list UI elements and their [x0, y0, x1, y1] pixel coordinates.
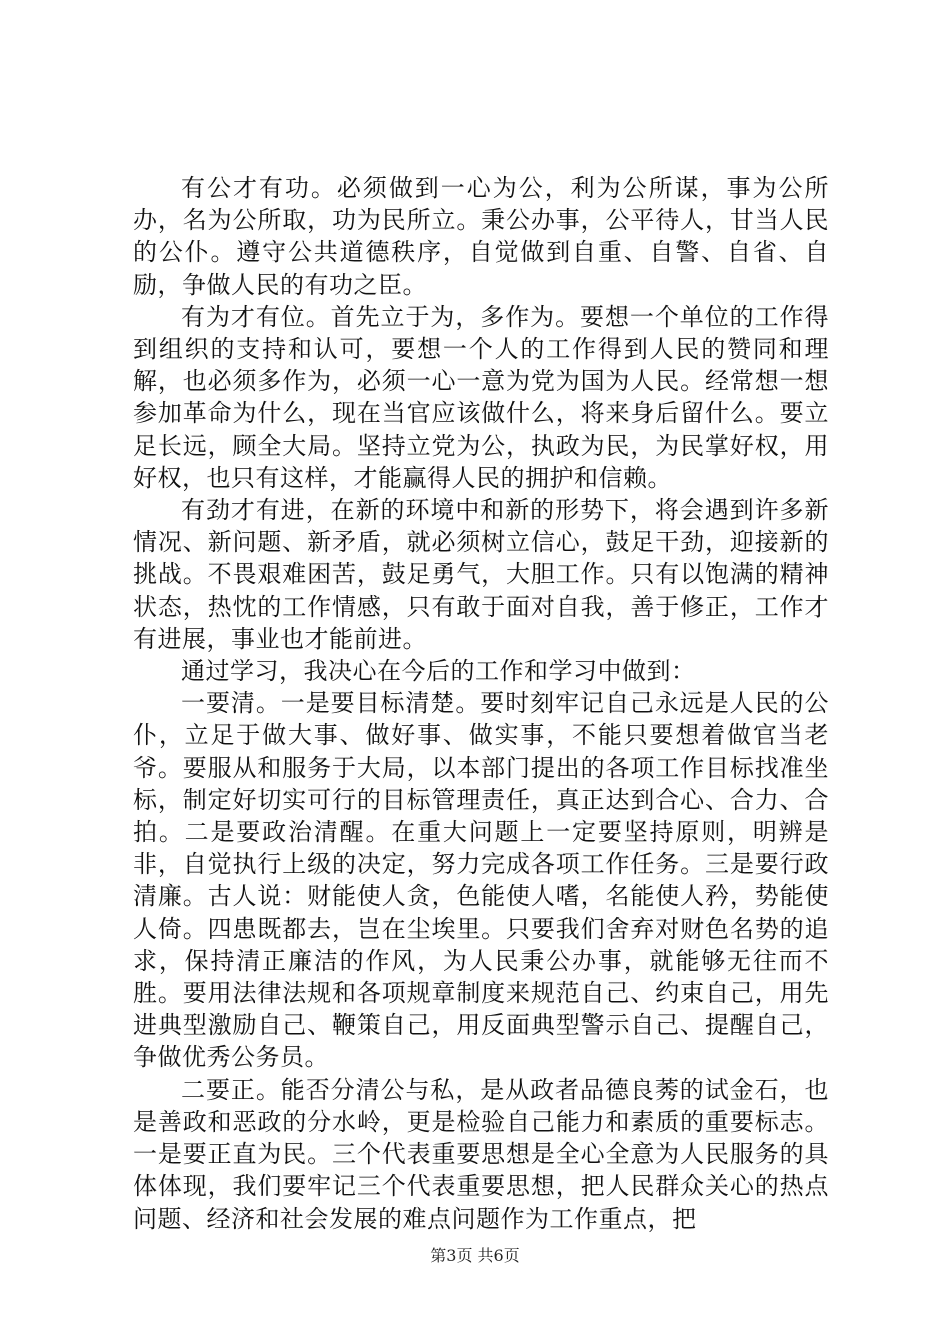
paragraph-zheng: 二要正。能否分清公与私，是从政者品德良莠的试金石，也是善政和恶政的分水岭，更是检验自己能力和素质的重要标志。一是要正直为民。三个代表重要思想是全心全意为人民服务的具体体现，我们要牢记三个代表重要思想，把人民群众关心的热点问题、经济和社会发展的难点问题作为工作重点，把: [133, 1075, 829, 1233]
paragraph-jin: 有劲才有进，在新的环境中和新的形势下，将会遇到许多新情况、新问题、新矛盾，就必须树立信心，鼓足干劲，迎接新的挑战。不畏艰难困苦，鼓足勇气，大胆工作。只有以饱满的精神状态，热忱的工作情感，只有敢于面对自我，善于修正，工作才有进展，事业也才能前进。: [133, 496, 829, 653]
paragraph-gong: 有公才有功。必须做到一心为公，利为公所谋，事为公所办，名为公所取，功为民所立。秉公办事，公平待人，甘当人民的公仆。遵守公共道德秩序，自觉做到自重、自警、自省、自励，争做人民的有功之臣。: [133, 174, 829, 299]
body-text: [133, 172, 829, 1235]
page-number-footer: 第3页 共6页: [430, 1246, 520, 1265]
paragraph-wei: 有为才有位。首先立于为，多作为。要想一个单位的工作得到组织的支持和认可，要想一个人的工作得到人民的赞同和理解，也必须多作为，必须一心一意为党为国为人民。经常想一想参加革命为什么，现在当官应该做什么，将来身后留什么。要立足长远，顾全大局。坚持立党为公，执政为民，为民掌好权，用好权，也只有这样，才能赢得人民的拥护和信赖。: [133, 302, 829, 492]
paragraph-resolution: 通过学习，我决心在今后的工作和学习中做到：: [181, 657, 696, 686]
paragraph-qing: 一要清。一是要目标清楚。要时刻牢记自己永远是人民的公仆，立足于做大事、做好事、做实事，不能只要想着做官当老爷。要服从和服务于大局，以本部门提出的各项工作目标找准坐标，制定好切实可行的目标管理责任，真正达到合心、合力、合拍。二是要政治清醒。在重大问题上一定要坚持原则，明辨是非，自觉执行上级的决定，努力完成各项工作任务。三是要行政清廉。古人说：财能使人贪，色能使人嗜，名能使人矜，势能使人倚。四患既都去，岂在尘埃里。只要我们舍弃对财色名势的追求，保持清正廉洁的作风，为人民秉公办事，就能够无往而不胜。要用法律法规和各项规章制度来规范自己、约束自己，用先进典型激励自己、鞭策自己，用反面典型警示自己、提醒自己，争做优秀公务员。: [133, 689, 829, 1072]
